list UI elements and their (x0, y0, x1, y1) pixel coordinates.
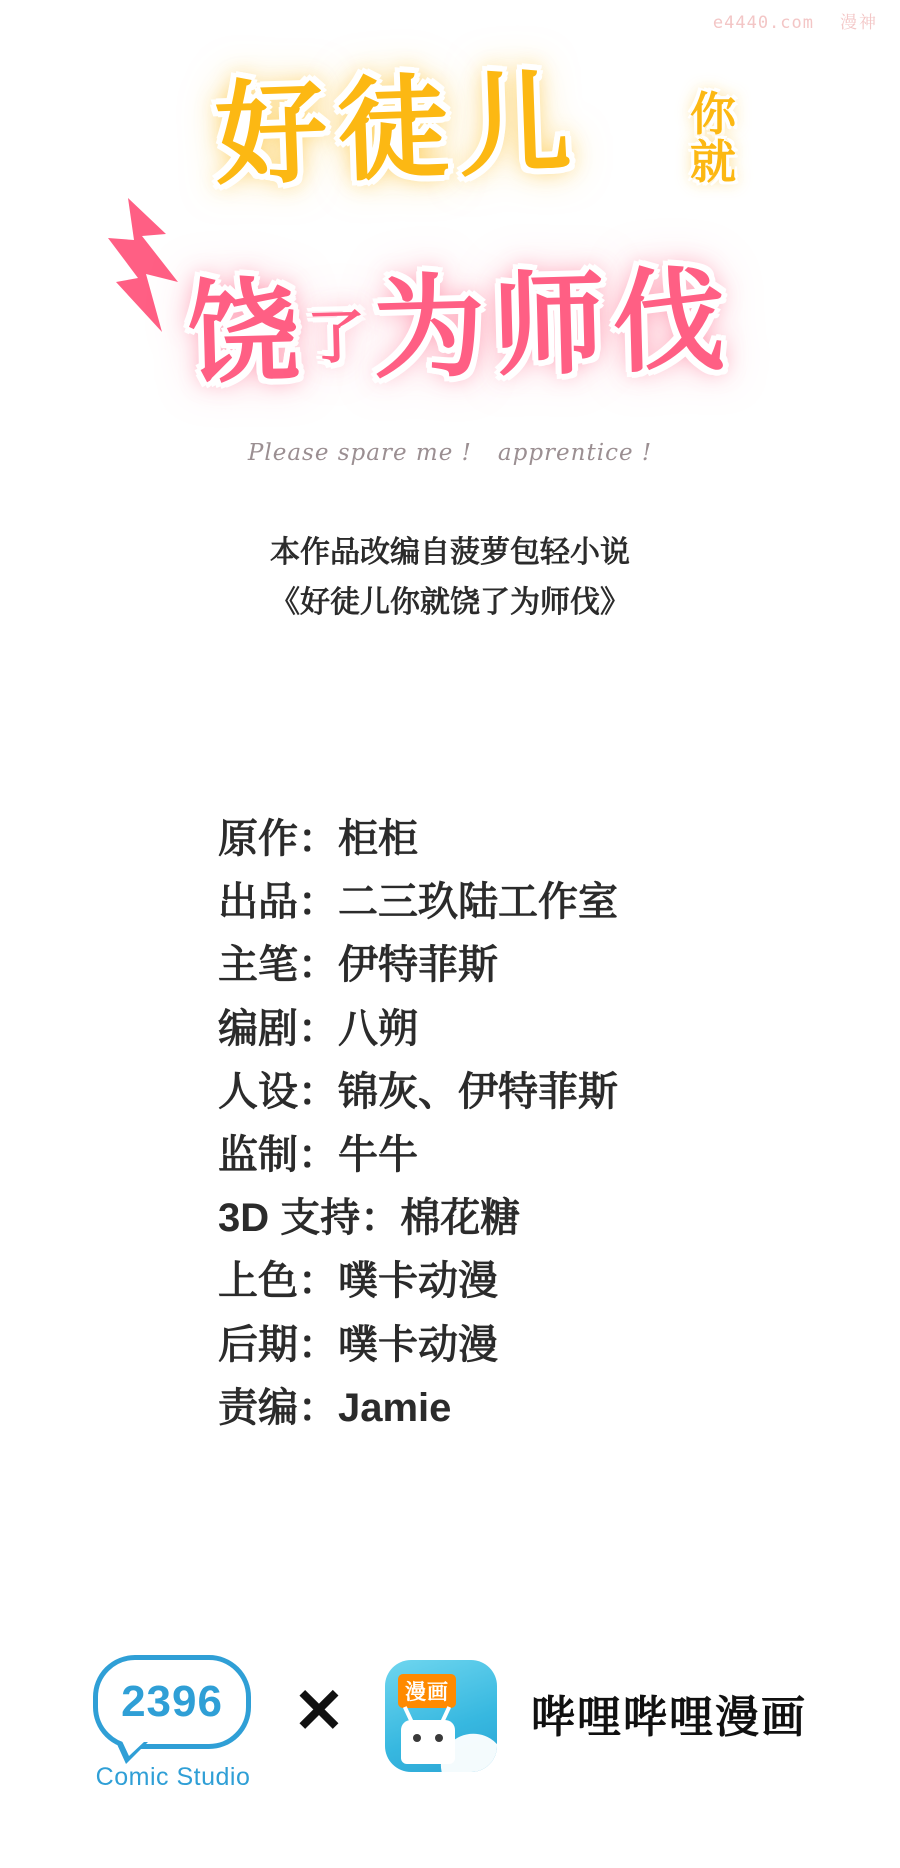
credit-label: 原作： (218, 817, 338, 861)
credit-row (218, 871, 618, 934)
credit-row (218, 1250, 618, 1313)
watermark-cn: 漫神 (840, 13, 878, 32)
credit-row (218, 1377, 618, 1440)
manga-app-icon (385, 1660, 497, 1772)
subtitle-english-left: Please spare me ! (247, 440, 472, 466)
studio-bubble-icon (93, 1655, 251, 1749)
studio-number: 2396 (121, 1677, 223, 1726)
subtitle-english-right: apprentice ! (497, 440, 653, 466)
footer-logos (0, 1655, 900, 1792)
credit-value: 柜柜 (338, 817, 418, 861)
title-line-2-main: 饶 (185, 269, 309, 398)
studio-logo (93, 1655, 253, 1792)
credit-label: 编剧： (218, 1006, 338, 1051)
subtitle-english (0, 440, 900, 466)
credit-row (218, 808, 618, 871)
credit-label: 责编： (218, 1385, 338, 1430)
app-tag-label: 漫画 (398, 1674, 456, 1708)
credit-value: 八朔 (338, 1006, 418, 1051)
credit-value: Jamie (338, 1385, 452, 1430)
title-line-2-small: 了 (306, 304, 375, 371)
title-small-bottom: 就 (690, 136, 736, 189)
partner-name: 哔哩哔哩漫画 (530, 1692, 807, 1742)
credit-label: 监制： (218, 1132, 338, 1177)
watermark-site: e4440.com (712, 13, 814, 33)
credit-label: 人设： (218, 1069, 338, 1114)
credit-row (218, 1124, 618, 1187)
credits-list (218, 808, 618, 1440)
credit-value: 锦灰、伊特菲斯 (338, 1069, 618, 1114)
title-line-2 (9, 257, 900, 398)
title-line-2-rest: 为师伐 (371, 257, 735, 393)
credit-label: 出品： (218, 880, 338, 925)
credit-label: 主笔： (218, 943, 338, 988)
credit-value: 棉花糖 (400, 1196, 521, 1241)
credit-row (218, 1061, 618, 1124)
credit-label: 上色： (218, 1259, 338, 1304)
title-artwork (0, 40, 900, 466)
title-small-top: 你 (690, 88, 736, 140)
credit-value: 牛牛 (338, 1132, 418, 1177)
credit-value: 伊特菲斯 (338, 943, 498, 988)
credit-label: 3D 支持： (218, 1196, 401, 1241)
credit-row (218, 998, 618, 1061)
credit-value: 噗卡动漫 (338, 1259, 498, 1304)
title-line-1: 好徒儿 (212, 60, 584, 199)
title-line-1-small (690, 90, 736, 187)
credit-value: 噗卡动漫 (338, 1322, 498, 1367)
studio-name: Comic Studio (95, 1763, 251, 1791)
watermark (713, 8, 878, 33)
adaptation-note-line-2: 《好徒儿你就饶了为师伐》 (270, 585, 630, 619)
credit-row (218, 1187, 618, 1250)
credit-row (218, 934, 618, 997)
adaptation-note-line-1: 本作品改编自菠萝包轻小说 (270, 536, 630, 569)
credit-value: 二三玖陆工作室 (338, 880, 618, 925)
cross-icon: ✕ (293, 1676, 345, 1746)
credit-label: 后期： (218, 1322, 338, 1367)
adaptation-note (0, 528, 900, 627)
credit-row (218, 1314, 618, 1377)
